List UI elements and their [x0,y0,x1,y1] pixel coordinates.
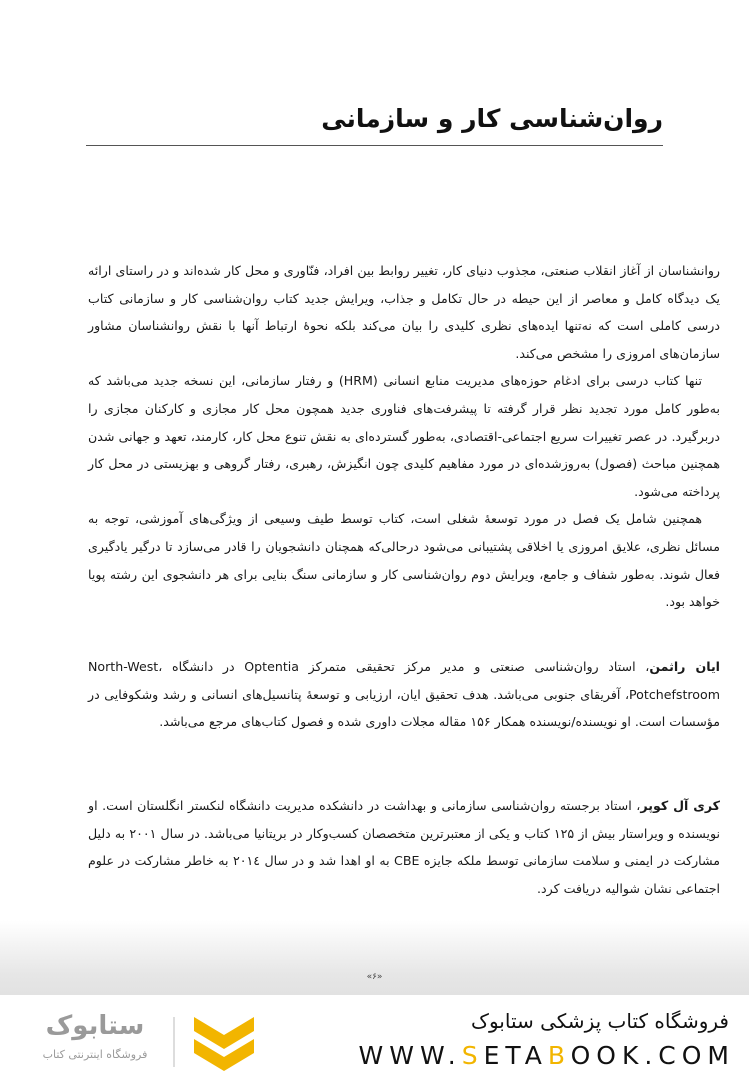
footer-banner [0,995,749,1079]
paragraph: همچنین شامل یک فصل در مورد توسعهٔ شغلی است، کتاب توسط طیف وسیعی از ویژگی‌های آموزشی، توجه به مسائل نظری، علایق امروزی یا اخلاقی پشتیبانی می‌شود درحالی‌که همچنان دانشجویان را قادر می‌سازد تا درگیر یادگیری فعال شوند. به‌طور شفاف و جامع، ویرایش دوم روان‌شناسی کار و سازمانی سنگ بنایی برای هر دانشجوی این رشته پویا خواهد بود. [88,511,720,610]
url-part: OOK.COM [570,1041,735,1070]
author-bio [88,653,720,736]
description [88,257,720,616]
setabook-logo [30,1009,300,1073]
author-bio [88,792,720,902]
paragraph: روانشناسان از آغاز انقلاب صنعتی، مجذوب دنیای کار، تغییر روابط بین افراد، فنّاوری و محل کار شده‌اند و در راستای ارائه یک دیدگاه کامل و معاصر از این حیطه در حال تکامل و جذاب، ویرایش جدید کتاب روان‌شناسی کار و سازمانی کتاب درسی کاملی است که نه‌تنها ایده‌های نظری کلیدی را بیان می‌کند بلکه نحوهٔ ارتباط آنها با نقش روانشناسان مشاور سازمان‌های امروزی را مشخص می‌کند. [88,263,720,361]
bio-text: ، استاد روان‌شناسی صنعتی و مدیر مرکز تحقیقی متمرکز Optentia در دانشگاه North-West، Potchefstroom، آفریقای جنوبی می‌باشد. هدف تحقیق ایان، ارزیابی و توسعهٔ پتانسیل‌های انسانی و رشد وشکوفایی در مؤسسات است. او نویسنده/نویسنده همکار ۱۵۶ مقاله مجلات داوری شده و فصول کتاب‌های مرجع می‌باشد. [88,659,720,730]
url-part: B [547,1041,571,1070]
page-title: روان‌شناسی کار و سازمانی [321,104,663,133]
store-url[interactable] [359,1041,735,1070]
chevron-logo-icon [170,1009,300,1073]
logo-text: ستابوک [45,1011,145,1041]
paragraph: تنها کتاب درسی برای ادغام حوزه‌های مدیریت منابع انسانی (HRM) و رفتار سازمانی، این نسخه جدید می‌باشد که به‌طور کامل مورد تجدید نظر قرار گرفته تا پیشرفت‌های فناوری جدید همچون محل کار مجازی و کارکنان مجازی را دربرگیرد. در عصر تغییرات سریع اجتماعی-اقتصادی، به‌طور گسترده‌ای به نقش تنوع محل کار، کارمند، تعهد و جهانی شدن همچنین مباحث (فصول) به‌روزشده‌ای در مورد مفاهیم کلیدی چون انگیزش، رهبری، رفتار گروهی و بهزیستی در محل کار پرداخته می‌شود. [88,373,720,499]
url-part: ETA [483,1041,548,1070]
url-part: WWW. [358,1041,462,1070]
bio-text: ، استاد برجسته روان‌شناسی سازمانی و بهداشت در دانشکده مدیریت دانشگاه لنکستر انگلستان است. او نویسنده و ویراستار بیش از ۱۲۵ کتاب و یکی از معتبرترین متخصصان کسب‌وکار در بریتانیا می‌باشد. در سال ۲۰۰۱ به دلیل مشارکت در ایمنی و سلامت سازمانی توسط ملکه جایزه CBE به او اهدا شد و در سال ۲۰۱٤ به خاطر مشارکت در علوم اجتماعی نشان شوالیه دریافت کرد. [88,798,720,896]
logo-tagline: فروشگاه اینترنتی کتاب [42,1048,148,1061]
page-number: «۶» [366,972,383,982]
title-divider [86,145,663,146]
author-name: ایان راثمن [649,659,720,674]
author-name: کری آل کوپر [640,798,720,813]
url-part: S [461,1041,484,1070]
store-name: فروشگاه کتاب پزشکی ستابوک [471,1009,729,1033]
